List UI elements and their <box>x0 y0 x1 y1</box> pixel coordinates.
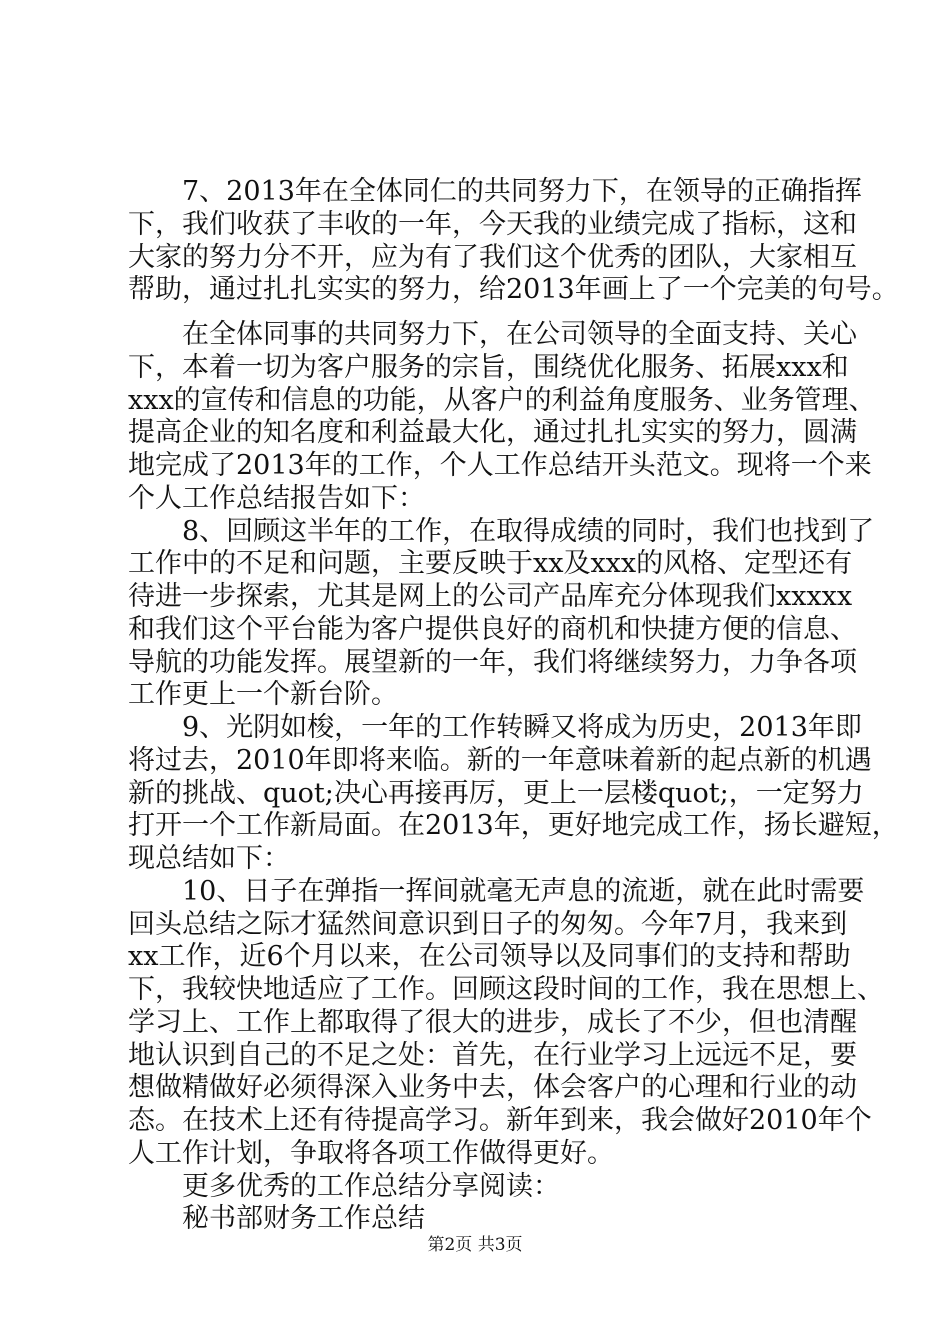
paragraph-line: 导航的功能发挥。展望新的一年，我们将继续努力，力争各项 <box>128 647 857 678</box>
paragraph-line: 和我们这个平台能为客户提供良好的商机和快捷方便的信息、 <box>128 614 857 645</box>
paragraph-line: 打开一个工作新局面。在2013年，更好地完成工作，扬长避短， <box>128 810 899 841</box>
page-footer: 第2页 共3页 <box>427 1235 523 1255</box>
paragraph-line: 在全体同事的共同努力下，在公司领导的全面支持、关心 <box>128 319 857 350</box>
paragraph-line: 将过去，2010年即将来临。新的一年意味着新的起点新的机遇 <box>128 745 872 776</box>
paragraph-line: 下，本着一切为客户服务的宗旨，围绕优化服务、拓展xxx和 <box>128 352 849 383</box>
paragraph-line: 9、光阴如梭，一年的工作转瞬又将成为历史，2013年即 <box>128 712 862 743</box>
paragraph-line: 个人工作总结报告如下： <box>128 483 425 514</box>
paragraph-line: 下，我较快地适应了工作。回顾这段时间的工作，我在思想上、 <box>128 974 884 1005</box>
paragraph-line: 10、日子在弹指一挥间就毫无声息的流逝，就在此时需要 <box>128 876 865 907</box>
paragraph-line: xx工作，近6个月以来，在公司领导以及同事们的支持和帮助 <box>128 941 851 972</box>
paragraph-line: 新的挑战、quot;决心再接再厉，更上一层楼quot;，一定努力 <box>128 778 864 809</box>
paragraph-line: xxx的宣传和信息的功能，从客户的利益角度服务、业务管理、 <box>128 385 876 416</box>
paragraph-line: 地认识到自己的不足之处：首先，在行业学习上远远不足，要 <box>128 1040 857 1071</box>
paragraph-line: 人工作计划，争取将各项工作做得更好。 <box>128 1138 614 1169</box>
paragraph-line: 学习上、工作上都取得了很大的进步，成长了不少，但也清醒 <box>128 1007 857 1038</box>
paragraph-line: 秘书部财务工作总结 <box>128 1203 425 1234</box>
paragraph-line: 现总结如下： <box>128 843 290 874</box>
paragraph-line: 待进一步探索，尤其是网上的公司产品库充分体现我们xxxxx <box>128 581 853 612</box>
paragraph-line: 态。在技术上还有待提高学习。新年到来，我会做好2010年个 <box>128 1105 872 1136</box>
paragraph-line: 提高企业的知名度和利益最大化，通过扎扎实实的努力，圆满 <box>128 417 857 448</box>
paragraph-line: 下，我们收获了丰收的一年，今天我的业绩完成了指标，这和 <box>128 209 857 240</box>
paragraph-line: 地完成了2013年的工作，个人工作总结开头范文。现将一个来 <box>128 450 872 481</box>
paragraph-line: 更多优秀的工作总结分享阅读： <box>128 1171 560 1202</box>
paragraph-line: 工作更上一个新台阶。 <box>128 679 398 710</box>
paragraph-line: 工作中的不足和问题，主要反映于xx及xxx的风格、定型还有 <box>128 548 853 579</box>
paragraph-line: 帮助，通过扎扎实实的努力，给2013年画上了一个完美的句号。 <box>128 274 899 305</box>
paragraph-line: 大家的努力分不开，应为有了我们这个优秀的团队，大家相互 <box>128 242 857 273</box>
paragraph-line: 8、回顾这半年的工作，在取得成绩的同时，我们也找到了 <box>128 516 875 547</box>
paragraph-line: 想做精做好必须得深入业务中去，体会客户的心理和行业的动 <box>128 1072 857 1103</box>
paragraph-line: 7、2013年在全体同仁的共同努力下，在领导的正确指挥 <box>128 176 862 207</box>
paragraph-line: 回头总结之际才猛然间意识到日子的匆匆。今年7月，我来到 <box>128 909 848 940</box>
